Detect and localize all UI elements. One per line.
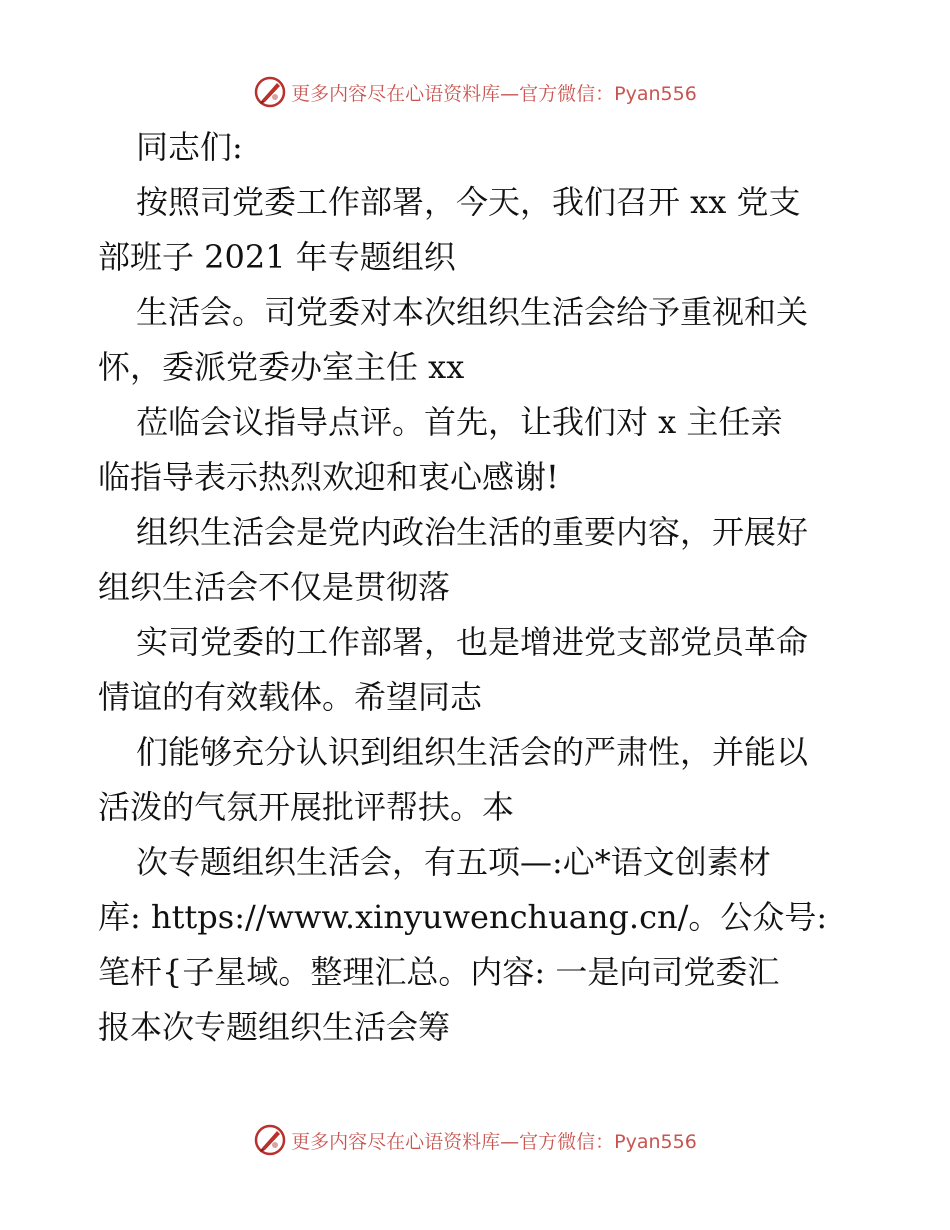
document-line: 实司党委的工作部署，也是增进党支部党员革命 bbox=[136, 623, 809, 661]
document-line: 报本次专题组织生活会筹 bbox=[98, 1008, 451, 1046]
document-line: 临指导表示热烈欢迎和衷心感谢! bbox=[98, 458, 559, 496]
header-watermark-text: 更多内容尽在心语资料库—官方微信：Pyan556 bbox=[291, 82, 697, 105]
document-line: 按照司党委工作部署，今天，我们召开 xx 党支 bbox=[136, 183, 801, 221]
header-watermark-banner bbox=[0, 72, 950, 112]
document-line: 组织生活会是党内政治生活的重要内容，开展好 bbox=[136, 513, 809, 551]
pen-circle-logo-icon bbox=[253, 75, 287, 109]
document-line: 笔杆{子星域。整理汇总。内容: 一是向司党委汇 bbox=[98, 953, 780, 991]
document-line: 情谊的有效载体。希望同志 bbox=[98, 678, 483, 716]
document-line: 莅临会议指导点评。首先，让我们对 x 主任亲 bbox=[136, 403, 783, 441]
document-line: 活泼的气氛开展批评帮扶。本 bbox=[98, 788, 515, 826]
footer-watermark-banner bbox=[0, 1120, 950, 1160]
document-body bbox=[98, 120, 858, 1055]
document-line: 怀，委派党委办室主任 xx bbox=[98, 348, 465, 386]
document-line: 次专题组织生活会，有五项—:心*语文创素材 bbox=[136, 843, 771, 881]
document-line: 库: https://www.xinyuwenchuang.cn/。公众号: bbox=[98, 898, 828, 936]
document-line: 组织生活会不仅是贯彻落 bbox=[98, 568, 451, 606]
document-line: 部班子 2021 年专题组织 bbox=[98, 238, 456, 276]
document-line: 生活会。司党委对本次组织生活会给予重视和关 bbox=[136, 293, 809, 331]
document-line: 们能够充分认识到组织生活会的严肃性，并能以 bbox=[136, 733, 809, 771]
document-line: 同志们: bbox=[136, 128, 243, 166]
footer-watermark-text: 更多内容尽在心语资料库—官方微信：Pyan556 bbox=[291, 1130, 697, 1153]
pen-circle-logo-icon bbox=[253, 1123, 287, 1157]
